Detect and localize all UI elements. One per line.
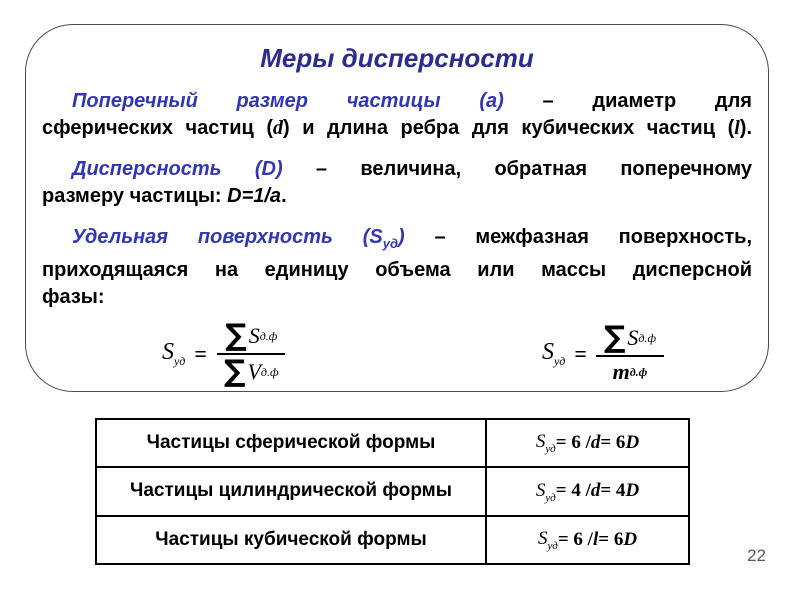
table-row-label: Частицы кубической формы <box>96 516 486 564</box>
page-number: 22 <box>747 546 766 565</box>
text-line <box>42 115 752 142</box>
fraction-numerator: ∑ S д.ф <box>596 323 664 357</box>
inline-formula-D: D=1/a <box>227 185 282 207</box>
equals-sign: = <box>574 341 587 366</box>
table-row-label: Частицы сферической формы <box>96 419 486 467</box>
fraction-denominator: m д.ф <box>612 359 648 384</box>
lead-text: Поперечный размер частицы (а) <box>72 90 504 112</box>
variable-l: l <box>734 117 740 139</box>
sigma-operator: ∑ <box>225 318 247 353</box>
body-text: ). <box>739 117 753 139</box>
body-text: – величина, обратная поперечному <box>282 158 752 180</box>
body-text: – межфазная поверхность, <box>404 226 753 248</box>
text-line <box>42 224 752 257</box>
text-line <box>42 183 752 210</box>
formula-lhs: $S_{уд}$ <box>537 527 558 552</box>
text-line <box>42 156 752 183</box>
table-row-label: Частицы цилиндрической формы <box>96 467 486 515</box>
table-row-formula: $S_{уд}$ = 6 / l = 6 D <box>486 516 689 564</box>
formula-lhs: $S_{уд}$ <box>535 431 556 456</box>
paragraph-specific-surface <box>42 224 752 311</box>
page-title: Меры дисперсности <box>260 43 534 73</box>
content-box <box>25 24 769 392</box>
formula-lhs: $S_{уд}$ <box>535 479 556 504</box>
body-text: размеру частицы: <box>42 185 228 207</box>
body-text: сферических частиц ( <box>42 117 274 139</box>
formula-lhs: $S_{уд}$ <box>541 339 566 368</box>
lead-text: Дисперсность (D) <box>72 158 283 180</box>
lead-text: Удельная поверхность $(S_{уд})$ <box>72 226 405 251</box>
formula-specific-surface-per-volume <box>162 318 287 389</box>
fraction-denominator: ∑ V д.ф <box>223 354 279 389</box>
fraction <box>216 318 287 389</box>
paragraph-transverse-size <box>42 88 752 142</box>
text-line <box>42 88 752 115</box>
body-text: . <box>281 185 287 207</box>
body-text: – диаметр для <box>503 90 752 112</box>
table-row-formula: $S_{уд}$ = 6 / d = 6 D <box>486 419 689 467</box>
variable-d: d <box>273 117 284 139</box>
formula-lhs: $S_{уд}$ <box>162 339 186 368</box>
table-row-formula: $S_{уд}$ = 4 / d = 4 D <box>486 467 689 515</box>
text-line: фазы: <box>42 286 105 308</box>
paragraph-dispersity <box>42 156 752 210</box>
sigma-operator: ∑ <box>223 354 246 389</box>
sigma-operator: ∑ <box>603 320 626 355</box>
particle-shapes-table <box>95 418 690 565</box>
formula-row <box>42 315 752 387</box>
formula-specific-surface-per-mass <box>541 320 664 385</box>
equals-sign: = <box>194 341 207 366</box>
fraction-numerator: ∑ S д.ф <box>217 321 285 355</box>
fraction <box>596 320 664 385</box>
body-text: ) и длина ребра для кубических частиц ( <box>283 117 735 139</box>
subscript-ud: уд <box>382 236 398 251</box>
text-line: приходящаяся на единицу объема или массы дисперсной <box>42 259 752 281</box>
